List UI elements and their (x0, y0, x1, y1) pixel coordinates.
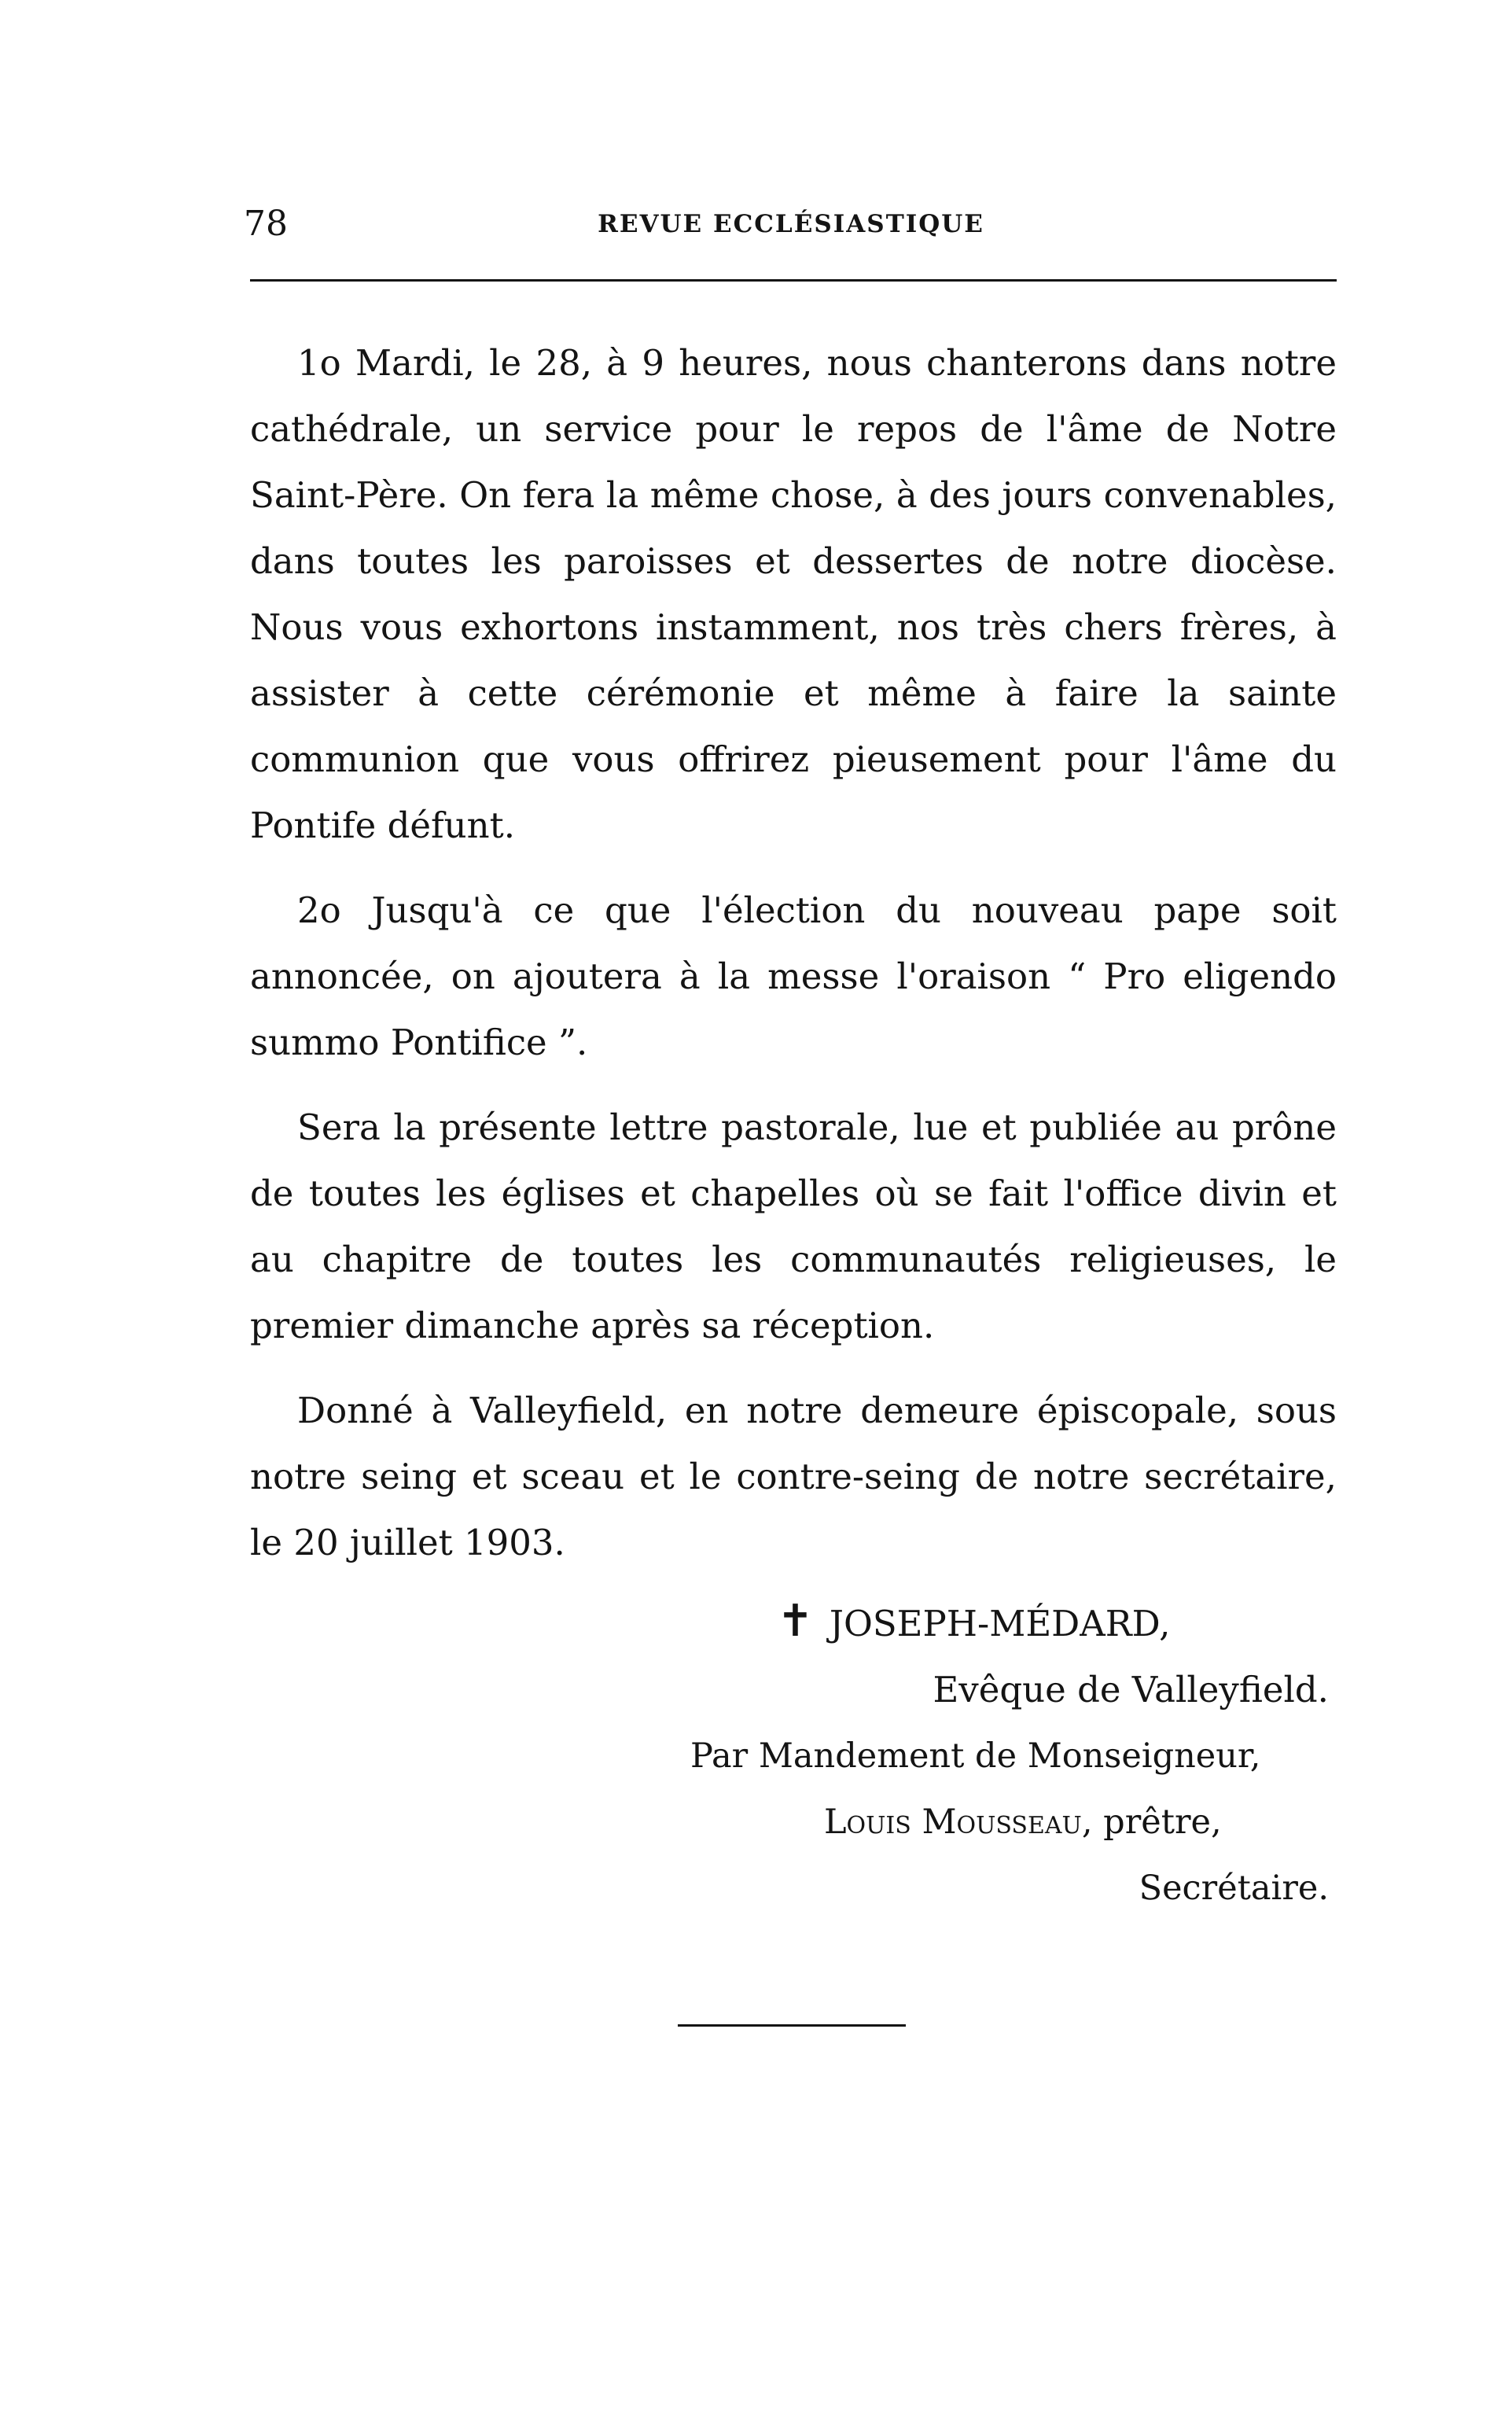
bishop-name: JOSEPH-MÉDARD, (829, 1603, 1171, 1644)
page-number: 78 (244, 204, 288, 244)
page-header (244, 201, 1338, 248)
cross-icon: ✝ (777, 1596, 814, 1647)
signature-block (250, 1589, 1337, 1921)
paragraph-publication: Sera la présente lettre pastorale, lue et publiée au prône de toutes les églises et chapelles où se fait l'office divin et au chapitre de toutes les communautés religieuses, le premier dimanche après sa réception. (250, 1107, 1337, 1346)
running-title: REVUE ECCLÉSIASTIQUE (598, 210, 984, 238)
header-rule (250, 279, 1337, 282)
bishop-title: Evêque de Valleyfield. (933, 1669, 1329, 1710)
paragraph-date: Donné à Valleyfield, en notre demeure épiscopale, sous notre seing et sceau et le contre-seing de notre secrétaire, le 20 juillet 1903. (250, 1390, 1337, 1563)
bishop-signature (250, 1589, 1337, 1657)
mandate-line: Par Mandement de Monseigneur, (690, 1736, 1261, 1776)
letter-body (250, 330, 1337, 1576)
secretary-signature (250, 1789, 1337, 1855)
secretary-name: Louis Mousseau (824, 1802, 1082, 1842)
secretary-suffix: , prêtre, (1081, 1802, 1222, 1842)
secretary-title: Secrétaire. (1139, 1869, 1329, 1908)
paragraph-oraison: 2o Jusqu'à ce que l'élection du nouveau pape soit annoncée, on ajoutera à la messe l'oraison “ Pro eligendo summo Pontifice ”. (250, 889, 1337, 1063)
paragraph-service: 1o Mardi, le 28, à 9 heures, nous chanterons dans notre cathédrale, un service pour le repos de l'âme de Notre Saint-Père. On fera la même chose, à des jours convenables, dans toutes les paroisses et dessertes de notre diocèse. Nous vous exhortons instamment, nos très chers frères, à assister à cette cérémonie et même à faire la sainte communion que vous offrirez pieusement pour l'âme du Pontife défunt. (250, 342, 1337, 846)
closing-rule (678, 2024, 906, 2027)
